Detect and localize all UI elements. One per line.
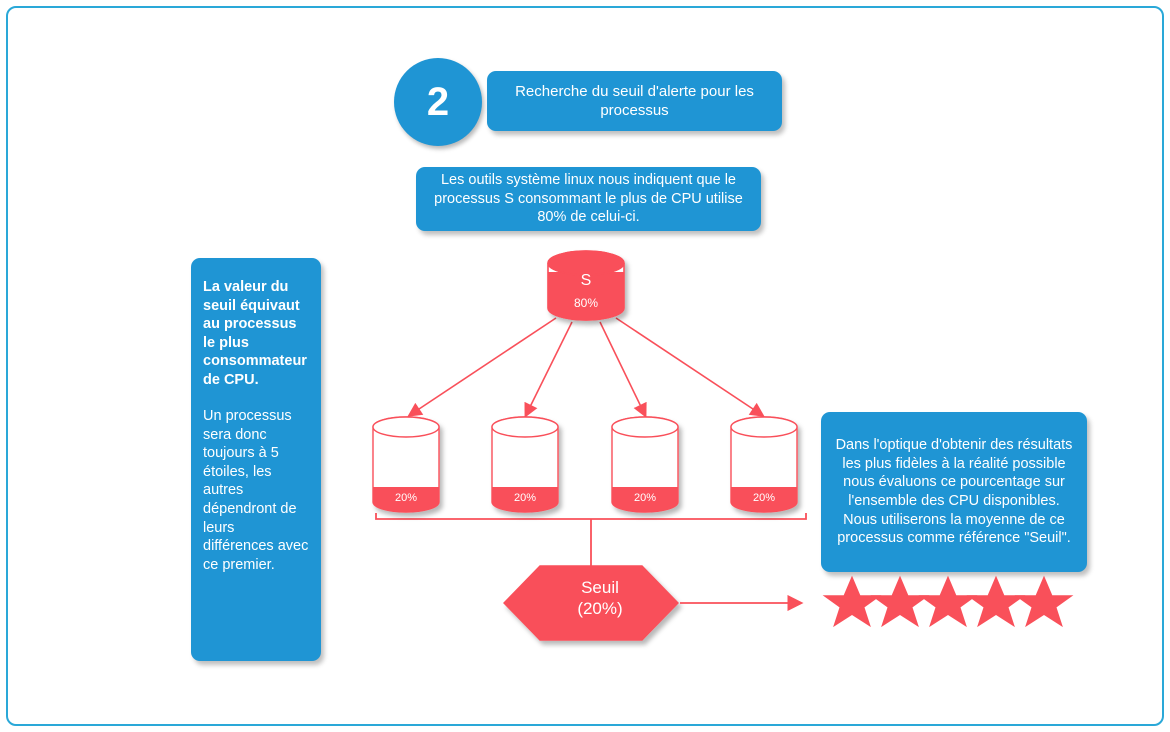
result-value-text: (20%) [577, 599, 623, 619]
star-icon [823, 576, 882, 627]
star-icon [871, 576, 930, 627]
info-callout-text: Les outils système linux nous indiquent que le processus S consommant le plus de CPU utilise 80% de celui-ci. [434, 172, 743, 226]
cpu-cylinder-4-value: 20% [752, 492, 776, 504]
star-icon [1015, 576, 1074, 627]
step-title-text: Recherche du seuil d'alerte pour les processus [515, 82, 754, 119]
left-panel-paragraph-2: Un processus sera donc toujours à 5 étoiles, les autres dépendront de leurs différences avec ce premier. [203, 408, 309, 573]
star-icon [967, 576, 1026, 627]
cpu-cylinder-3-value: 20% [633, 492, 657, 504]
source-cylinder-name: S [580, 272, 592, 289]
source-cylinder-value: 80% [573, 296, 599, 310]
right-panel-text: Dans l'optique d'obtenir des résultats les plus fidèles à la réalité possible nous évaluons ce pourcentage sur l'ensemble des CPU disponibles. Nous utiliserons la moyenne de ce processus comme référence "Seuil". [835, 437, 1073, 547]
cpu-cylinder-2-value: 20% [513, 492, 537, 504]
result-label-text: Seuil [581, 578, 619, 597]
star-rating [823, 576, 1074, 627]
cpu-cylinder-1-value: 20% [394, 492, 418, 504]
left-panel-paragraph-1: La valeur du seuil équivaut au processus le plus consommateur de CPU. [203, 279, 307, 388]
step-number-text: 2 [426, 79, 450, 124]
star-icon [919, 576, 978, 627]
